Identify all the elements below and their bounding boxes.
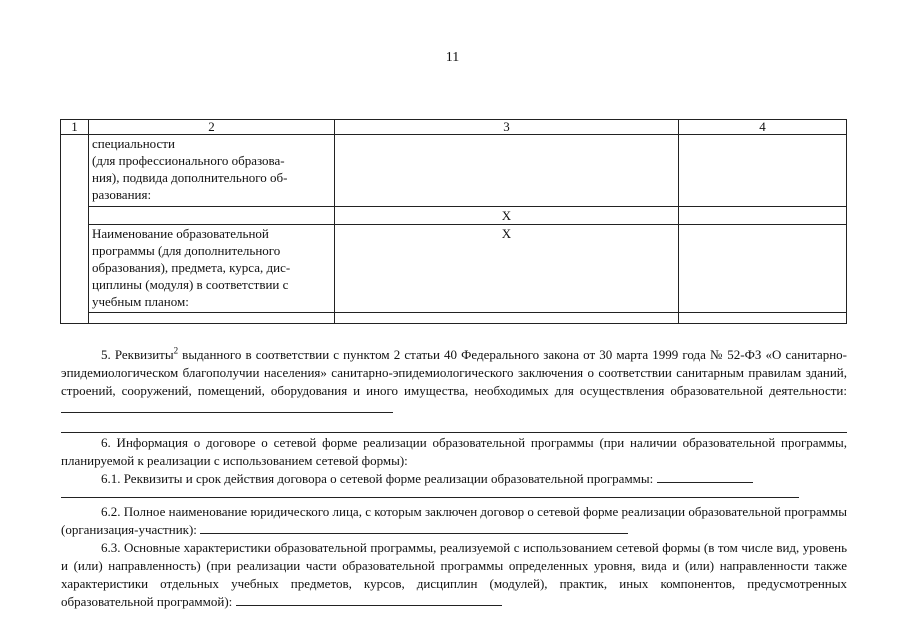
- table-cell: [679, 313, 847, 324]
- section-5: [61, 346, 847, 418]
- section-6-1: [61, 470, 847, 488]
- table-cell-label: Наименование образовательной программы (для дополнительного образования), предмета, курса, дис- циплины (модуля) в соответствии с учебным планом:: [89, 225, 335, 313]
- table-cell: [89, 313, 335, 324]
- table-cell-x-mark: X: [335, 207, 679, 225]
- column-header: 2: [89, 120, 335, 135]
- section-6-text: 6. Информация о договоре о сетевой форме реализации образовательной программы (при наличии образовательной программы, планируемой к реализации с использованием сетевой формы):: [61, 435, 847, 468]
- fill-in-line[interactable]: [236, 593, 502, 606]
- section-6: [61, 434, 847, 470]
- fill-in-line[interactable]: [200, 521, 628, 534]
- table-cell: [679, 135, 847, 207]
- section-6-3-text: 6.3. Основные характеристики образовательной программы, реализуемой с использованием сетевой формы (в том числе вид, уровень и (или) направленность) (при реализации части образовательной программы определенных уровня, вида и (или) направленности также характеристики отдельных учебных предметов, курсов, дисциплин (модулей), практик, иных компонентов, предусмотренных образовательной программой):: [61, 540, 847, 609]
- table-cell-label: [89, 207, 335, 225]
- table-cell: [335, 313, 679, 324]
- table-row: [61, 225, 847, 313]
- table-cell: [335, 135, 679, 207]
- column-header: 1: [61, 120, 89, 135]
- fill-in-line[interactable]: [657, 470, 753, 483]
- table-row: [61, 207, 847, 225]
- section-5-text: выданного в соответствии с пунктом 2 статьи 40 Федерального закона от 30 марта 1999 года № 52-ФЗ «О санитарно-эпидемиологическом благополучии населения» санитарно-эпидемиологического заключения о соответствии санитарным правилам зданий, строений, сооружений, помещений, оборудования и иного имущества, необходимых для осуществления образовательной деятельности:: [61, 347, 847, 398]
- fill-in-line[interactable]: [61, 400, 393, 413]
- fill-in-line[interactable]: [61, 432, 847, 433]
- table-row: [61, 313, 847, 324]
- table-cell: [679, 225, 847, 313]
- section-6-2-text: 6.2. Полное наименование юридического лица, с которым заключен договор о сетевой форме реализации образовательной программы (организация-участник):: [61, 504, 847, 537]
- section-6-2: [61, 503, 847, 539]
- column-header: 4: [679, 120, 847, 135]
- section-5-text-start: 5. Реквизиты: [101, 347, 174, 362]
- footnote-ref: 2: [173, 345, 179, 356]
- table-header-row: [61, 120, 847, 135]
- page-number: 11: [445, 50, 460, 65]
- column-header: 3: [335, 120, 679, 135]
- table-cell-label: специальности (для профессионального образова- ния), подвида дополнительного об- разования:: [89, 135, 335, 207]
- section-6-3: [61, 539, 847, 611]
- table-cell-empty: [61, 135, 89, 324]
- section-6-1-text: 6.1. Реквизиты и срок действия договора о сетевой форме реализации образовательной программы:: [101, 471, 654, 486]
- form-table: [60, 119, 847, 324]
- table-row: [61, 135, 847, 207]
- table-cell-x-mark: X: [335, 225, 679, 313]
- fill-in-line[interactable]: [61, 497, 799, 498]
- table-cell: [679, 207, 847, 225]
